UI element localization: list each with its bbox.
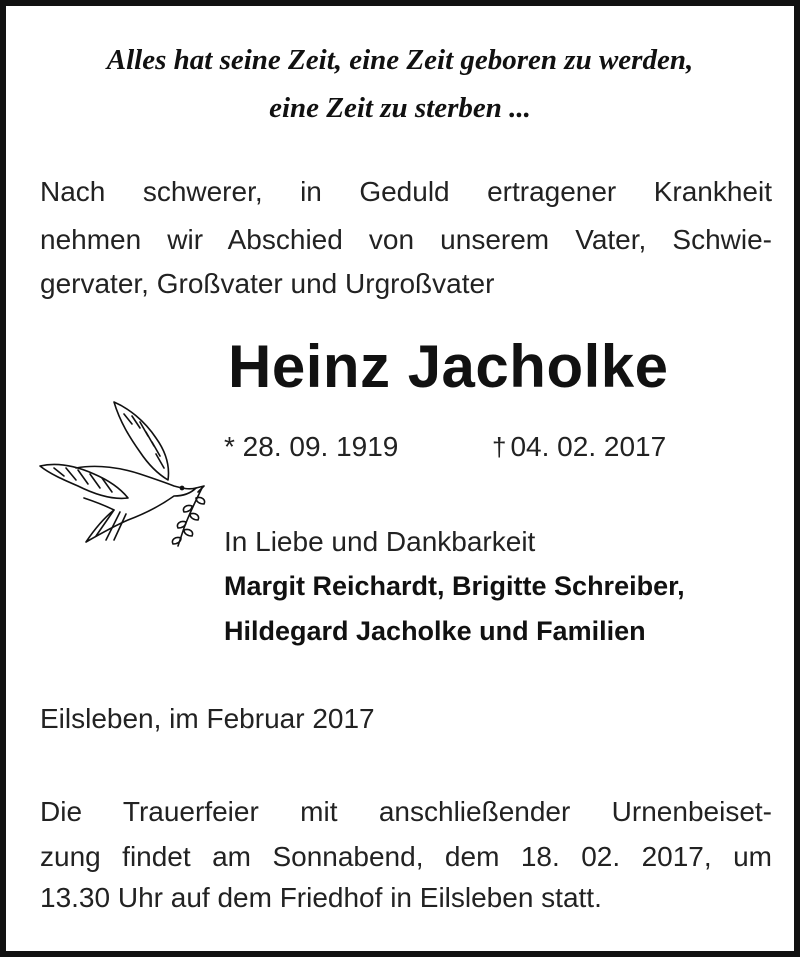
funeral-line-2: zung findet am Sonnabend, dem 18. 02. 2017, um — [40, 841, 772, 872]
birth-date: * 28. 09. 1919 — [224, 431, 399, 462]
intro-line-2: nehmen wir Abschied von unserem Vater, Schwie- — [40, 224, 772, 255]
intro-line-3: gervater, Großvater und Urgroßvater — [40, 268, 495, 299]
motto-line-2: eine Zeit zu sterben ... — [269, 92, 531, 124]
dagger-icon: † — [492, 432, 507, 462]
deceased-name: Heinz Jacholke — [228, 333, 669, 400]
funeral-line-1: Die Trauerfeier mit anschließender Urnenbeiset- — [40, 796, 772, 827]
intro-line-1: Nach schwerer, in Geduld ertragener Krankheit — [40, 176, 772, 207]
place-and-date: Eilsleben, im Februar 2017 — [40, 703, 375, 734]
motto-line-1: Alles hat seine Zeit, eine Zeit geboren zu werden, — [106, 44, 694, 76]
mourners-intro: In Liebe und Dankbarkeit — [224, 526, 536, 557]
death-date: 04. 02. 2017 — [510, 431, 667, 462]
funeral-line-3: 13.30 Uhr auf dem Friedhof in Eilsleben statt. — [40, 882, 602, 913]
mourners-line-1: Margit Reichardt, Brigitte Schreiber, — [224, 571, 685, 601]
dove-with-olive-branch-icon — [36, 394, 216, 554]
mourners-line-2: Hildegard Jacholke und Familien — [224, 616, 646, 646]
death-date-row — [492, 431, 666, 463]
